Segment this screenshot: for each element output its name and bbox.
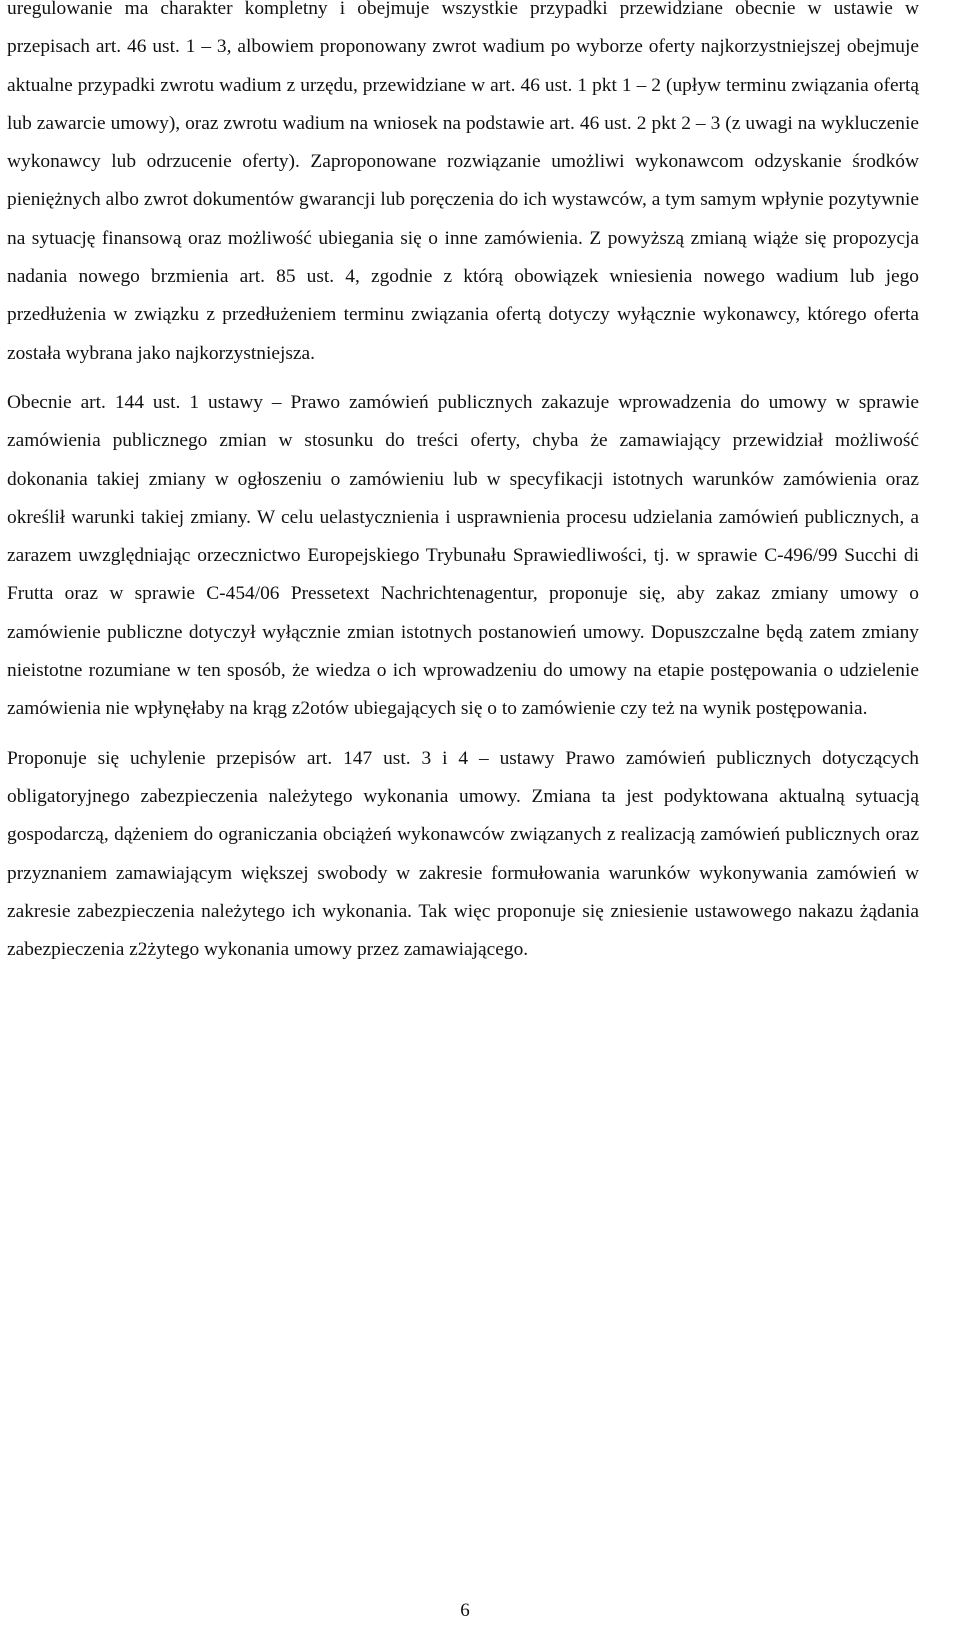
paragraph-wadium: uregulowanie ma charakter kompletny i obejmuje wszystkie przypadki przewidziane obecnie w ustawie w przepisach art. 46 ust. 1 – 3, albowiem proponowany zwrot wadium po wyborze oferty najkorzystniejszej obejmuje aktualne przypadki zwrotu wadium z urzędu, przewidziane w art. 46 ust. 1 pkt 1 – 2 (upływ terminu związania ofertą lub zawarcie umowy), oraz zwrotu wadium na wniosek na podstawie art. 46 ust. 2 pkt 2 – 3 (z uwagi na wykluczenie wykonawcy lub odrzucenie oferty). Zaproponowane rozwiązanie umożliwi wykonawcom odzyskanie środków pieniężnych albo zwrot dokumentów gwarancji lub poręczenia do ich wystawców, a tym samym wpłynie pozytywnie na sytuację finansową oraz możliwość ubiegania się o inne zamówienia. Z powyższą zmianą wiąże się propozycja nadania nowego brzmienia art. 85 ust. 4, zgodnie z którą obowiązek wniesienia nowego wadium lub jego przedłużenia w związku z przedłużeniem terminu związania ofertą dotyczy wyłącznie wykonawcy, którego oferta została wybrana jako najkorzystniejsza. — [7, 0, 919, 364]
document-body — [7, 0, 919, 969]
paragraph-zabezpieczenie: Proponuje się uchylenie przepisów art. 147 ust. 3 i 4 – ustawy Prawo zamówień publicznych dotyczących obligatoryjnego zabezpieczenia należytego wykonania umowy. Zmiana ta jest podyktowana aktualną sytuacją gospodarczą, dążeniem do ograniczania obciążeń wykonawców związanych z realizacją zamówień publicznych oraz przyznaniem zamawiającym większej swobody w zakresie formułowania warunków wykonywania zamówień w zakresie zabezpieczenia należytego ich wykonania. Tak więc proponuje się zniesienie ustawowego nakazu żądania zabezpieczenia z2żytego wykonania umowy przez zamawiającego. — [7, 747, 919, 961]
paragraph-zmiany-umowy: Obecnie art. 144 ust. 1 ustawy – Prawo zamówień publicznych zakazuje wprowadzenia do umowy w sprawie zamówienia publicznego zmian w stosunku do treści oferty, chyba że zamawiający przewidział możliwość dokonania takiej zmiany w ogłoszeniu o zamówieniu lub w specyfikacji istotnych warunków zamówienia oraz określił warunki takiej zmiany. W celu uelastycznienia i usprawnienia procesu udzielania zamówień publicznych, a zarazem uwzględniając orzecznictwo Europejskiego Trybunału Sprawiedliwości, tj. w sprawie C-496/99 Succhi di Frutta oraz w sprawie C-454/06 Pressetext Nachrichtenagentur, proponuje się, aby zakaz zmiany umowy o zamówienie publiczne dotyczył wyłącznie zmian istotnych postanowień umowy. Dopuszczalne będą zatem zmiany nieistotne rozumiane w ten sposób, że wiedza o ich wprowadzeniu do umowy na etapie postępowania o udzielenie zamówienia nie wpłynęłaby na krąg z2otów ubiegających się o to zamówienie czy też na wynik postępowania. — [7, 391, 919, 720]
page-number: 6 — [460, 1600, 470, 1621]
